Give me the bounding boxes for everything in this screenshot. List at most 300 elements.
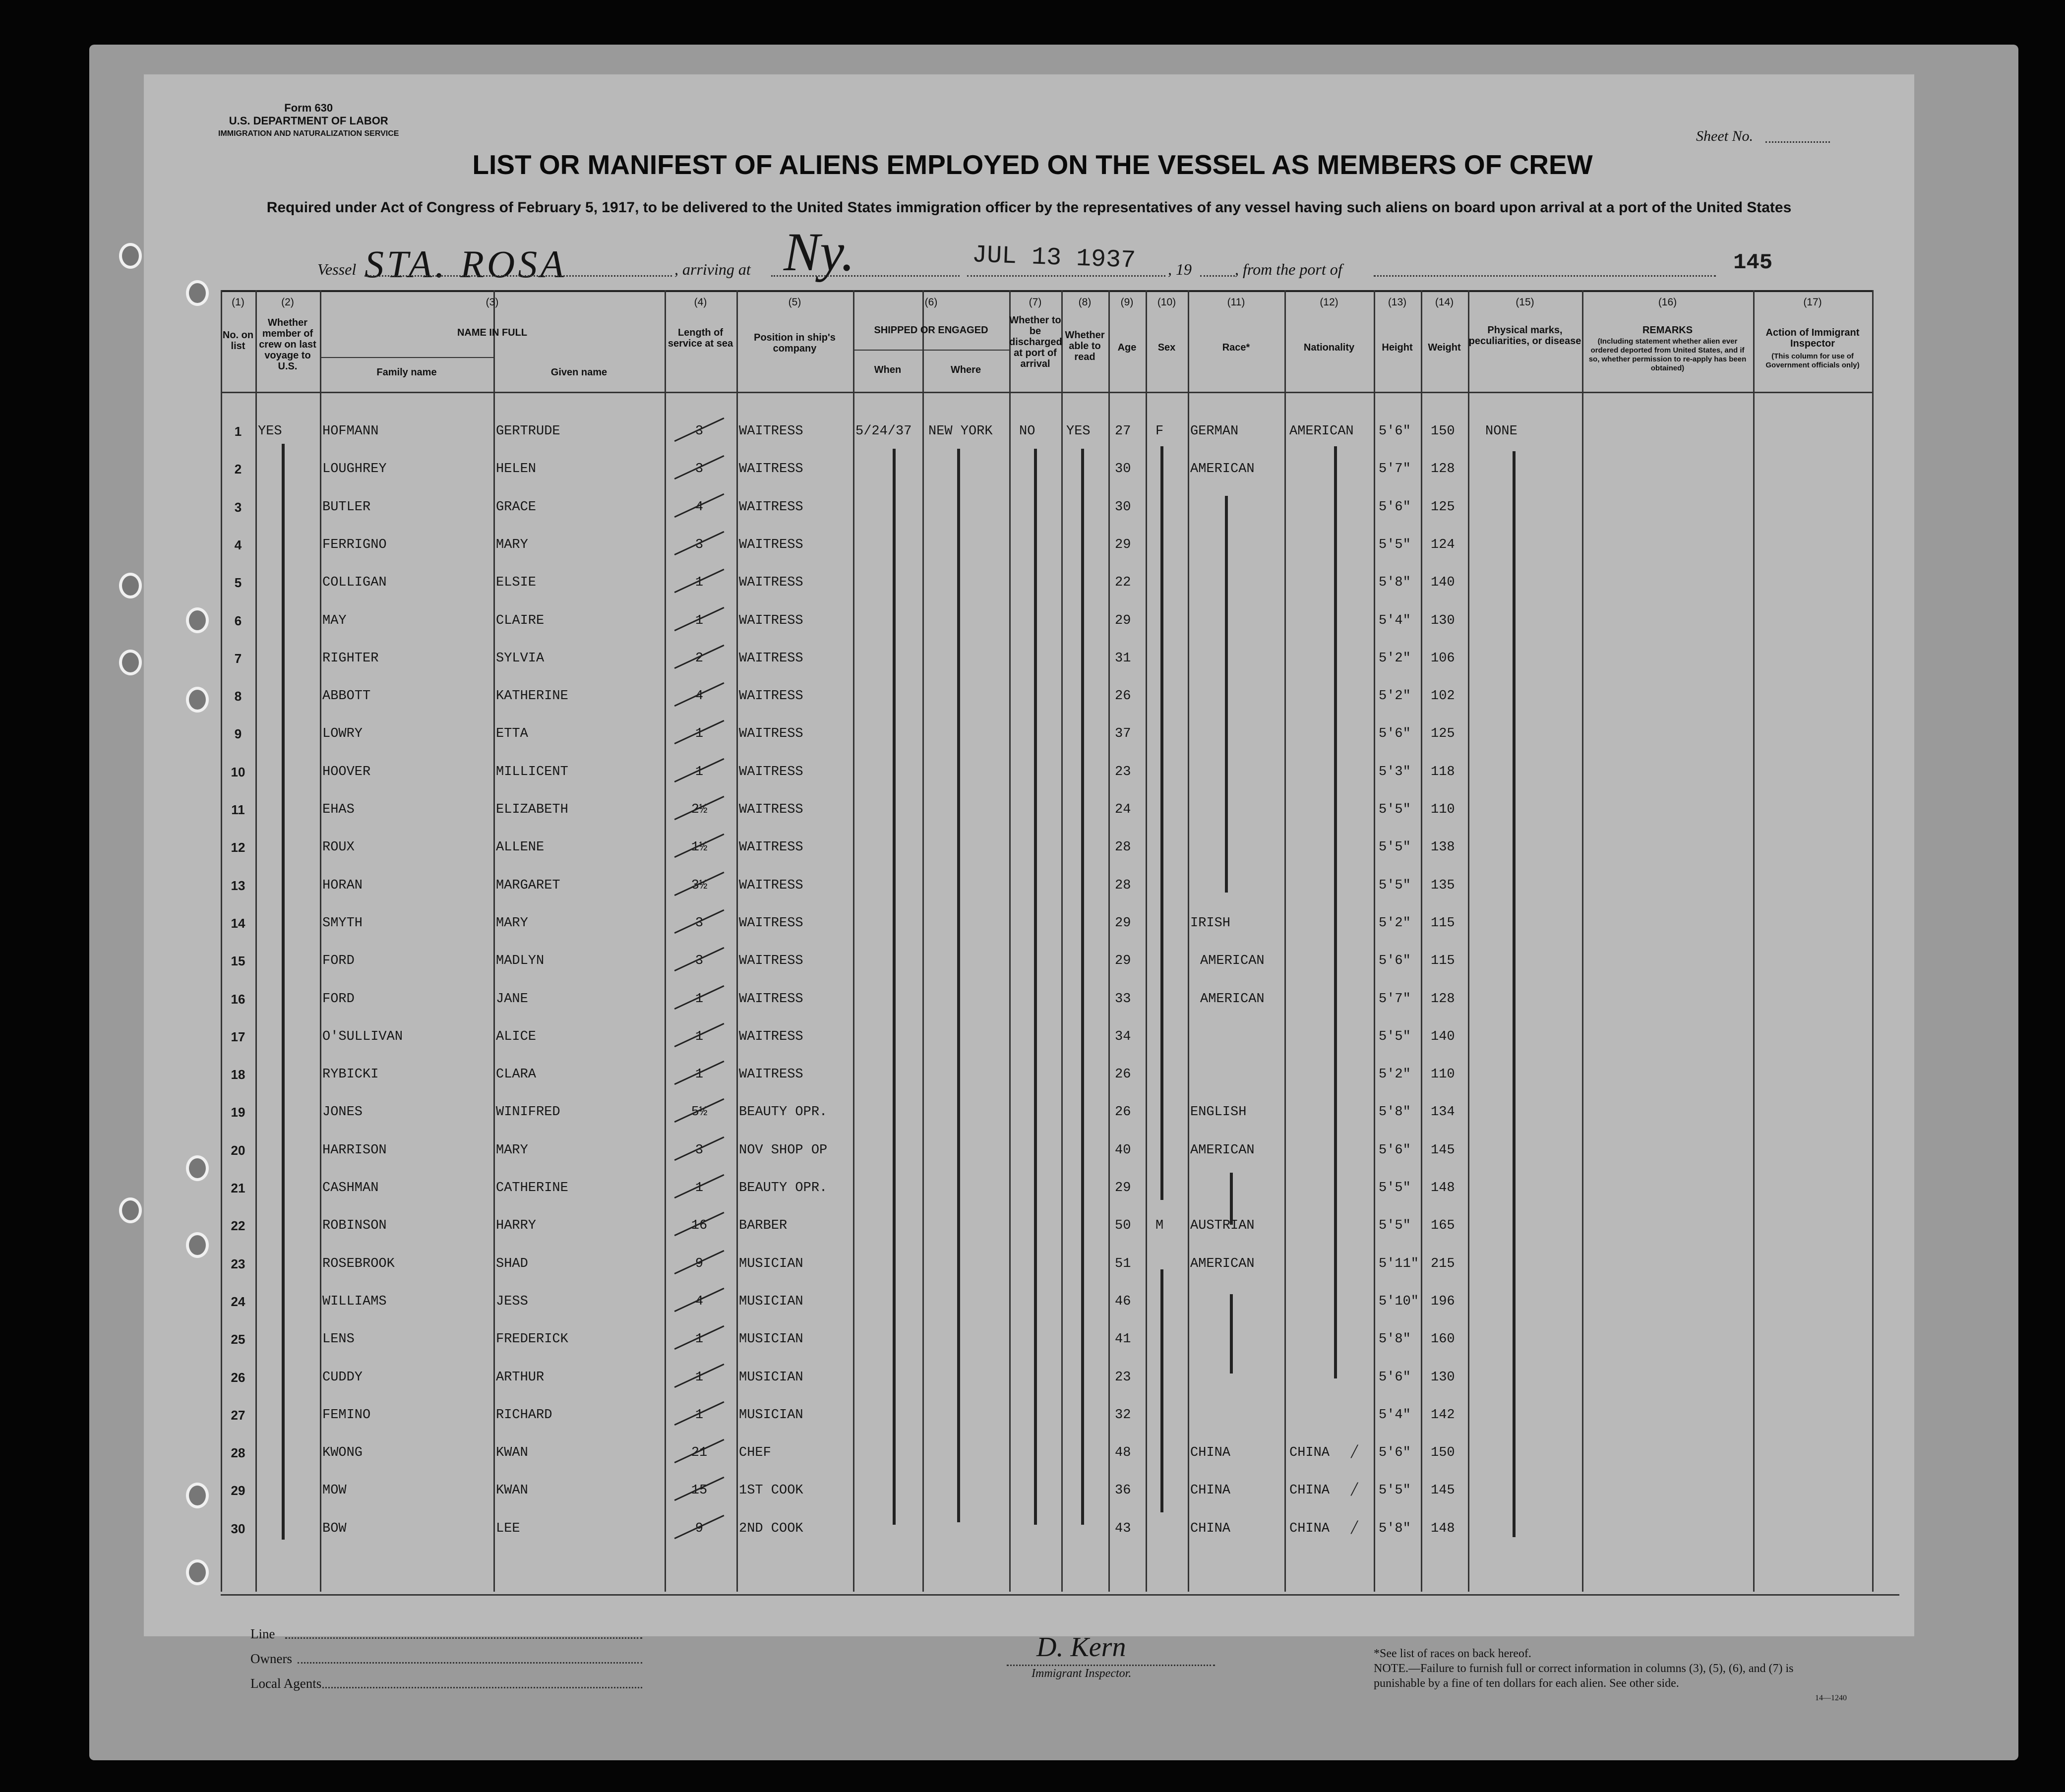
cell-height: 5'5" [1379,1483,1411,1498]
cell-race: CHINA [1190,1521,1231,1536]
cell-race: IRISH [1190,916,1231,931]
cell-position: WAITRESS [739,1029,803,1044]
cell-service: 3½ [691,878,708,893]
binder-hole-icon [186,1483,209,1508]
cell-height: 5'4" [1379,1408,1411,1423]
cell-no: 11 [231,802,245,817]
cell-age: 29 [1115,1181,1131,1195]
cell-weight: 215 [1431,1256,1455,1271]
cell-position: WAITRESS [739,575,803,590]
cell-service: 3 [695,462,704,477]
cell-weight: 102 [1431,689,1455,704]
cell-when: 5/24/37 [855,424,912,439]
cell-race: AMERICAN [1200,992,1265,1007]
cell-read: YES [1066,424,1091,439]
cell-weight: 165 [1431,1218,1455,1233]
cell-given: ALLENE [496,840,545,855]
binder-hole-icon [119,1197,142,1223]
cell-no: 13 [231,878,245,893]
cell-age: 26 [1115,689,1131,704]
cell-weight: 160 [1431,1332,1455,1347]
cell-height: 5'4" [1379,613,1411,628]
cell-given: ARTHUR [496,1370,545,1385]
col-no-on-list-header: No. on list [222,330,254,352]
cell-weight: 142 [1431,1408,1455,1423]
cell-family: O'SULLIVAN [322,1029,403,1044]
cell-no: 8 [234,689,242,704]
column-number: (8) [1078,297,1092,308]
cell-age: 43 [1115,1521,1131,1536]
cell-service: 1 [695,1332,704,1347]
cell-age: 29 [1115,954,1131,968]
col-read-header: Whether able to read [1065,330,1105,362]
cell-family: ROBINSON [322,1218,387,1233]
cell-weight: 148 [1431,1521,1455,1536]
column-number: (14) [1435,297,1454,308]
cell-age: 37 [1115,726,1131,741]
cell-no: 3 [234,500,242,515]
cell-age: 31 [1115,651,1131,666]
cell-position: MUSICIAN [739,1408,803,1423]
cell-family: FERRIGNO [322,538,387,552]
cell-service: 1 [695,1370,704,1385]
cell-weight: 125 [1431,726,1455,741]
cell-age: 28 [1115,840,1131,855]
table-header-border [221,392,1872,393]
binder-hole-icon [119,573,142,598]
vessel-label: Vessel [317,260,357,278]
column-number: (15) [1516,297,1534,308]
column-rule [493,290,495,1592]
col-name-header: NAME IN FULL [457,327,528,338]
cell-given: KWAN [496,1445,528,1460]
cell-height: 5'3" [1379,765,1411,779]
binder-hole-icon [119,650,142,675]
sheet-number-label: Sheet No. [1696,128,1753,144]
cell-no: 19 [231,1105,245,1120]
cell-age: 40 [1115,1143,1131,1158]
cell-given: KWAN [496,1483,528,1498]
col-sex-header: Sex [1157,342,1176,353]
cell-family: HORAN [322,878,363,893]
column-rule [1872,290,1874,1592]
col-given-name-header: Given name [550,367,607,378]
cell-height: 5'8" [1379,575,1411,590]
column-rule [320,290,321,1592]
cell-service: 1 [695,613,704,628]
cell-no: 17 [231,1029,245,1044]
cell-height: 5'7" [1379,462,1411,477]
column-number: (5) [788,297,801,308]
cell-position: CHEF [739,1445,771,1460]
arrival-port: Ny. [784,222,855,282]
cell-no: 21 [231,1181,245,1195]
cell-height: 5'5" [1379,1181,1411,1195]
cell-service: 2½ [691,802,708,817]
cell-position: WAITRESS [739,765,803,779]
column-number: (17) [1803,297,1822,308]
cell-no: 7 [234,651,242,666]
col-shipped-header: SHIPPED OR ENGAGED [874,325,988,336]
cell-no: 24 [231,1294,245,1309]
cell-position: BEAUTY OPR. [739,1105,828,1120]
cell-no: 5 [234,575,242,590]
cell-height: 5'5" [1379,538,1411,552]
cell-service: 3 [695,424,704,439]
binder-hole-icon [186,607,209,633]
col-nationality-header: Nationality [1303,342,1355,353]
cell-no: 18 [231,1067,245,1082]
check-mark-icon: / [1351,1478,1357,1500]
cell-position: WAITRESS [739,840,803,855]
cell-service: 2 [695,651,704,666]
ditto-mark [1160,446,1163,1200]
page-subtitle: Required under Act of Congress of February 5, 1917, to be delivered to the United States immigration officer by the representatives of any vessel having such aliens on board upon arrival at a port of the United States [266,199,1792,216]
binder-hole-icon [186,1155,209,1181]
cell-weight: 135 [1431,878,1455,893]
cell-family: MAY [322,613,347,628]
cell-height: 5'2" [1379,916,1411,931]
cell-prev: YES [258,424,282,439]
cell-height: 5'8" [1379,1521,1411,1536]
penalty-note: NOTE.—Failure to furnish full or correct information in columns (3), (5), (6), and (7) is punishable by a fine of ten dollars for each alien. See other side. [1374,1662,1794,1690]
port-blank [771,275,960,277]
cell-race: ENGLISH [1190,1105,1247,1120]
cell-no: 26 [231,1370,245,1385]
form-number: Form 630 [284,102,333,114]
inspector-label: Immigrant Inspector. [1032,1667,1132,1680]
cell-family: HOFMANN [322,424,379,439]
column-rule [1009,290,1011,1592]
cell-service: 1 [695,1408,704,1423]
cell-given: CLARA [496,1067,537,1082]
ditto-mark [1230,1173,1233,1225]
cell-weight: 124 [1431,538,1455,552]
cell-weight: 130 [1431,613,1455,628]
cell-service: 4 [695,1294,704,1309]
column-number: (7) [1029,297,1042,308]
date-stamp: JUL 13 1937 [972,241,1136,275]
cell-family: LOUGHREY [322,462,387,477]
cell-weight: 110 [1431,1067,1455,1082]
cell-nationality: CHINA [1289,1483,1330,1498]
cell-no: 28 [231,1445,245,1460]
cell-service: 1 [695,1067,704,1082]
column-number: (1) [232,297,244,308]
cell-height: 5'5" [1379,802,1411,817]
cell-age: 32 [1115,1408,1131,1423]
cell-given: JANE [496,992,528,1007]
ditto-mark [282,444,285,1540]
cell-position: WAITRESS [739,689,803,704]
cell-service: 5½ [691,1105,708,1120]
cell-family: FEMINO [322,1408,371,1423]
cell-service: 3 [695,954,704,968]
cell-age: 22 [1115,575,1131,590]
column-rule [1108,290,1110,1592]
cell-family: LENS [322,1332,355,1347]
cell-family: HOOVER [322,765,371,779]
binder-hole-icon [186,1559,209,1585]
cell-given: GERTRUDE [496,424,560,439]
name-subheader-rule [320,357,493,358]
cell-given: ETTA [496,726,528,741]
cell-age: 29 [1115,916,1131,931]
races-note: *See list of races on back hereof. [1374,1647,1531,1660]
column-rule [1753,290,1755,1592]
cell-age: 34 [1115,1029,1131,1044]
cell-height: 5'5" [1379,840,1411,855]
cell-given: MADLYN [496,954,545,968]
cell-service: 3 [695,916,704,931]
cell-position: WAITRESS [739,1067,803,1082]
cell-no: 29 [231,1483,245,1498]
cell-height: 5'8" [1379,1105,1411,1120]
cell-race: AMERICAN [1190,462,1255,477]
cell-height: 5'2" [1379,689,1411,704]
owners-blank [298,1662,642,1664]
local-agents-label: Local Agents [250,1676,322,1691]
cell-age: 26 [1115,1105,1131,1120]
cell-nationality: AMERICAN [1289,424,1354,439]
column-rule [922,290,924,1592]
column-number: (12) [1320,297,1338,308]
column-number: (6) [924,297,938,308]
vessel-blank [364,275,672,277]
column-number: (11) [1227,297,1245,308]
cell-position: WAITRESS [739,500,803,515]
ditto-mark [1225,496,1228,893]
cell-weight: 148 [1431,1181,1455,1195]
ditto-mark [957,449,960,1522]
cell-age: 30 [1115,500,1131,515]
cell-service: 9 [695,1521,704,1536]
cell-race: AUSTRIAN [1190,1218,1255,1233]
manifest-sheet [144,74,1914,1636]
cell-height: 5'2" [1379,1067,1411,1082]
cell-height: 5'6" [1379,424,1411,439]
cell-given: KATHERINE [496,689,568,704]
cell-height: 5'6" [1379,1445,1411,1460]
cell-height: 5'7" [1379,992,1411,1007]
ditto-mark [1034,449,1037,1525]
cell-service: 1 [695,992,704,1007]
cell-given: FREDERICK [496,1332,568,1347]
cell-family: BOW [322,1521,347,1536]
cell-service: 1 [695,1181,704,1195]
cell-given: MARY [496,1143,528,1158]
cell-service: 1 [695,1029,704,1044]
cell-given: MARGARET [496,878,560,893]
cell-given: SYLVIA [496,651,545,666]
cell-age: 48 [1115,1445,1131,1460]
cell-weight: 150 [1431,424,1455,439]
cell-position: MUSICIAN [739,1256,803,1271]
cell-age: 36 [1115,1483,1131,1498]
column-number: (4) [694,297,707,308]
cell-height: 5'11" [1379,1256,1419,1271]
column-number: (9) [1120,297,1134,308]
cell-given: JESS [496,1294,528,1309]
cell-no: 1 [234,424,242,439]
cell-family: FORD [322,992,355,1007]
cell-given: HELEN [496,462,537,477]
vessel-name: STA. ROSA [364,242,567,286]
col-remarks-note: (Including statement whether alien ever ordered deported from United States, and if so, whether permission to re-apply has been obtained) [1588,337,1747,372]
column-rule [255,290,257,1592]
cell-position: MUSICIAN [739,1370,803,1385]
cell-height: 5'8" [1379,1332,1411,1347]
cell-age: 29 [1115,613,1131,628]
cell-no: 4 [234,538,242,552]
cell-family: EHAS [322,802,355,817]
cell-given: CATHERINE [496,1181,568,1195]
local-agents-blank [322,1687,642,1688]
col-physical-marks-header: Physical marks, peculiarities, or disease [1468,325,1581,347]
cell-age: 50 [1115,1218,1131,1233]
cell-given: ELIZABETH [496,802,568,817]
cell-family: FORD [322,954,355,968]
column-rule [1284,290,1286,1592]
department-name: U.S. DEPARTMENT OF LABOR [229,115,388,127]
cell-given: MARY [496,538,528,552]
cell-no: 22 [231,1218,245,1233]
cell-family: LOWRY [322,726,363,741]
cell-given: ELSIE [496,575,537,590]
cell-age: 28 [1115,878,1131,893]
shipped-subheader-rule [853,350,1009,351]
check-mark-icon: / [1351,1440,1357,1462]
col-service-length-header: Length of service at sea [668,327,733,349]
line-label: Line [250,1626,275,1641]
cell-nationality: CHINA [1289,1521,1330,1536]
cell-height: 5'6" [1379,726,1411,741]
cell-family: WILLIAMS [322,1294,387,1309]
cell-height: 5'6" [1379,954,1411,968]
sheet-number: 145 [1733,250,1773,275]
cell-race: CHINA [1190,1445,1231,1460]
cell-age: 33 [1115,992,1131,1007]
cell-no: 30 [231,1521,245,1536]
cell-family: ROSEBROOK [322,1256,395,1271]
column-rule [1582,290,1583,1592]
cell-weight: 128 [1431,462,1455,477]
ditto-mark [1160,1269,1163,1512]
cell-position: WAITRESS [739,538,803,552]
service-name: IMMIGRATION AND NATURALIZATION SERVICE [218,129,399,138]
cell-age: 51 [1115,1256,1131,1271]
col-where-header: Where [950,364,981,375]
cell-weight: 110 [1431,802,1455,817]
check-mark-icon: / [1351,1516,1357,1538]
cell-given: HARRY [496,1218,537,1233]
year-blank [1200,275,1235,277]
cell-service: 4 [695,500,704,515]
cell-family: JONES [322,1105,363,1120]
cell-race: AMERICAN [1190,1256,1255,1271]
cell-weight: 106 [1431,651,1455,666]
print-code: 14—1240 [1815,1694,1847,1702]
col-previous-voyage-header: Whether member of crew on last voyage to U.S. [259,317,316,372]
cell-given: RICHARD [496,1408,552,1423]
cell-given: ALICE [496,1029,537,1044]
ditto-mark [1513,451,1516,1537]
cell-weight: 115 [1431,954,1455,968]
col-remarks-header: REMARKS [1642,325,1693,336]
date-blank [967,275,1165,277]
cell-weight: 118 [1431,765,1455,779]
cell-no: 14 [231,916,245,931]
ditto-mark [893,449,896,1525]
owners-label: Owners [250,1651,292,1666]
cell-service: 3 [695,538,704,552]
cell-position: WAITRESS [739,992,803,1007]
cell-family: KWONG [322,1445,363,1460]
cell-discharged: NO [1019,424,1035,439]
cell-given: WINIFRED [496,1105,560,1120]
ditto-mark [1334,446,1337,1378]
cell-weight: 130 [1431,1370,1455,1385]
cell-given: CLAIRE [496,613,545,628]
cell-service: 4 [695,689,704,704]
cell-service: 1 [695,765,704,779]
cell-race: AMERICAN [1190,1143,1255,1158]
cell-no: 16 [231,992,245,1007]
cell-position: 1ST COOK [739,1483,803,1498]
cell-weight: 140 [1431,1029,1455,1044]
cell-no: 10 [231,765,245,779]
cell-height: 5'5" [1379,1218,1411,1233]
cell-race: CHINA [1190,1483,1231,1498]
cell-given: GRACE [496,500,537,515]
binder-hole-icon [186,280,209,306]
cell-position: MUSICIAN [739,1294,803,1309]
cell-height: 5'5" [1379,878,1411,893]
col-when-header: When [874,364,902,375]
cell-position: BARBER [739,1218,788,1233]
cell-given: SHAD [496,1256,528,1271]
column-rule [1374,290,1375,1592]
cell-no: 23 [231,1256,245,1271]
cell-service: 16 [691,1218,708,1233]
cell-no: 25 [231,1332,245,1347]
col-height-header: Height [1382,342,1413,353]
cell-position: NOV SHOP OP [739,1143,828,1158]
col-inspector-action-header: Action of Immigrant Inspector [1765,327,1860,349]
cell-weight: 150 [1431,1445,1455,1460]
cell-service: 9 [695,1256,704,1271]
ditto-mark [1230,1294,1233,1374]
cell-position: WAITRESS [739,726,803,741]
cell-service: 1 [695,726,704,741]
from-port-label: , from the port of [1235,260,1342,278]
cell-service: 21 [691,1445,708,1460]
cell-position: WAITRESS [739,878,803,893]
column-rule [221,290,222,1592]
column-rule [1421,290,1422,1592]
cell-height: 5'6" [1379,1143,1411,1158]
column-number: (10) [1157,297,1176,308]
cell-sex: M [1155,1218,1164,1233]
binder-hole-icon [186,1232,209,1258]
cell-race: GERMAN [1190,424,1239,439]
cell-weight: 125 [1431,500,1455,515]
cell-age: 24 [1115,802,1131,817]
column-rule [1146,290,1147,1592]
arriving-label: , arriving at [674,260,751,278]
cell-no: 6 [234,613,242,628]
cell-height: 5'5" [1379,1029,1411,1044]
